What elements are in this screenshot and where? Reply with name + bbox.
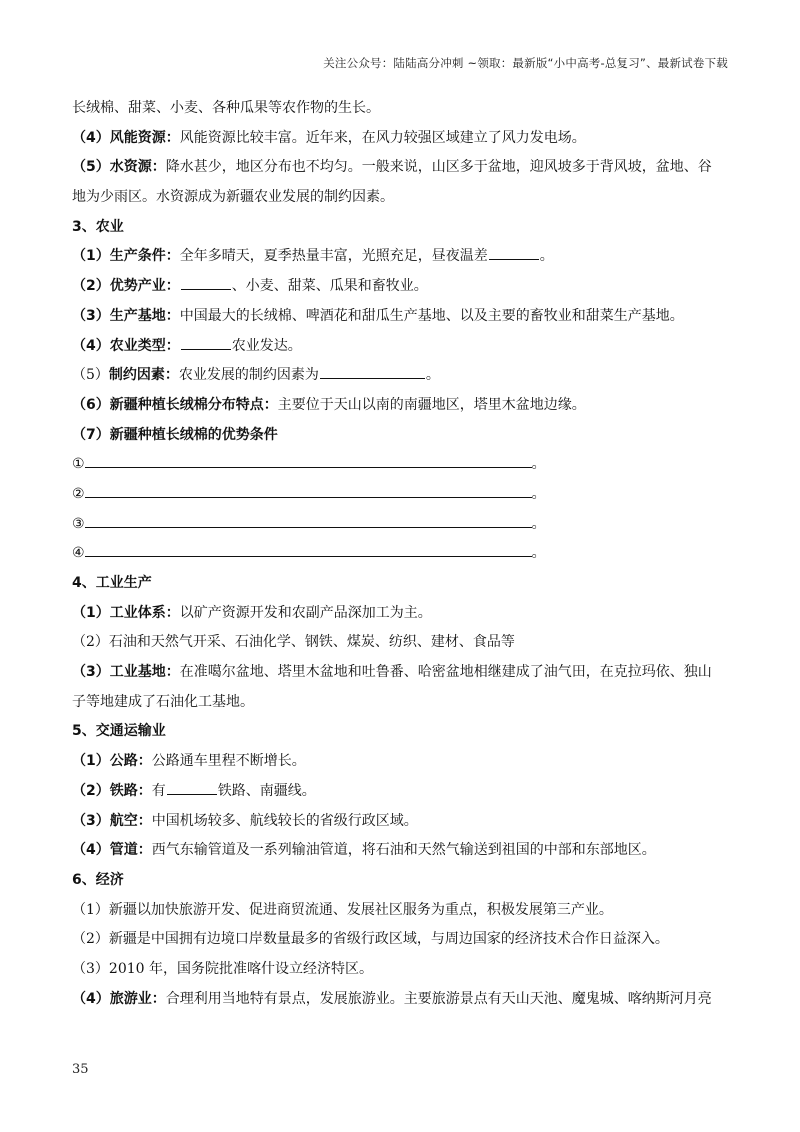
item-label: （3）生产基地： — [72, 307, 180, 324]
paragraph-text: （2）石油和天然气开采、石油化学、钢铁、煤炭、纺织、建材、食品等 — [72, 634, 515, 651]
punctuation: 。 — [425, 367, 440, 384]
paragraph-text: 地为少雨区。水资源成为新疆农业发展的制约因素。 — [72, 189, 394, 206]
item-text: 中国机场较多、航线较长的省级行政区域。 — [151, 812, 418, 829]
aviation-line — [72, 807, 732, 837]
item-text: 西气东输管道及一系列输油管道，将石油和天然气输送到祖国的中部和东部地区。 — [151, 842, 656, 859]
item-label: （1）公路： — [72, 753, 152, 770]
punctuation: 。 — [539, 248, 554, 265]
industry-system-line — [72, 599, 732, 629]
paragraph-text: （3）2010 年，国务院批准喀什设立经济特区。 — [72, 960, 373, 977]
cotton-distribution-line — [72, 391, 732, 421]
section-heading: 5、交通运输业 — [72, 723, 166, 740]
punctuation: 。 — [531, 515, 546, 532]
item-label: （4）管道： — [72, 842, 152, 859]
circled-number: ④ — [72, 545, 85, 562]
answer-blank[interactable] — [85, 451, 532, 468]
limiting-factor-line — [72, 361, 732, 391]
item-text: 公路通车里程不断增长。 — [151, 753, 306, 770]
item-label: （4）旅游业： — [72, 990, 166, 1007]
item-text: 风能资源比较丰富。近年来，在风力较强区域建立了风力发电场。 — [179, 129, 586, 146]
fill-blank[interactable] — [489, 243, 539, 260]
item-text: 铁路、南疆线。 — [217, 782, 316, 799]
item-text: 主要位于天山以南的南疆地区，塔里木盆地边缘。 — [277, 396, 586, 413]
paragraph-text: 长绒棉、甜菜、小麦、各种瓜果等农作物的生长。 — [72, 100, 380, 116]
answer-blank[interactable] — [85, 540, 532, 557]
text-line — [72, 688, 732, 718]
fill-blank[interactable] — [320, 362, 425, 379]
page-header: 关注公众号：陆陆高分冲刺 ~领取：最新版“小中高考-总复习”、最新试卷下载 — [323, 56, 728, 70]
punctuation: 。 — [531, 456, 546, 473]
text-line — [72, 896, 732, 926]
document-body — [72, 94, 732, 1014]
production-base-line — [72, 302, 732, 332]
wind-resource-line — [72, 124, 732, 154]
item-text: 合理利用当地特有景点，发展旅游业。主要旅游景点有天山天池、魔鬼城、喀纳斯河月亮 — [165, 990, 712, 1007]
text-line — [72, 955, 732, 985]
item-label: （3）航空： — [72, 812, 152, 829]
item-text: 有 — [151, 782, 166, 799]
item-text: 、小麦、甜菜、瓜果和畜牧业。 — [231, 278, 428, 295]
item-text: 全年多晴天，夏季热量丰富，光照充足，昼夜温差 — [179, 248, 488, 265]
item-text: 中国最大的长绒棉、啤酒花和甜瓜生产基地、以及主要的畜牧业和甜菜生产基地。 — [179, 307, 684, 324]
pipeline-line — [72, 836, 732, 866]
agriculture-type-line — [72, 332, 732, 362]
paragraph-text: （2）新疆是中国拥有边境口岸数量最多的省级行政区域，与周边国家的经济技术合作日益深入。 — [72, 931, 669, 948]
item-label: （4）风能资源： — [72, 129, 180, 146]
industry-base-line — [72, 658, 732, 688]
item-label: （1）工业体系： — [72, 604, 180, 621]
punctuation: 。 — [531, 485, 546, 502]
item-number: （5） — [72, 367, 109, 384]
item-text: 以矿产资源开发和农副产品深加工为主。 — [179, 604, 432, 621]
item-text: 降水甚少，地区分布也不均匀。一般来说，山区多于盆地，迎风坡多于背风坡，盆地、谷 — [165, 159, 712, 176]
item-label: （1）生产条件： — [72, 248, 180, 265]
cotton-advantage-heading: （7）新疆种植长绒棉的优势条件 — [72, 426, 278, 443]
item-label: 制约因素： — [108, 367, 179, 384]
road-line — [72, 747, 732, 777]
circled-number: ① — [72, 456, 85, 473]
section-heading: 6、经济 — [72, 871, 124, 888]
fill-blank[interactable] — [181, 333, 231, 350]
fill-blank[interactable] — [167, 778, 217, 795]
circled-number: ③ — [72, 515, 85, 532]
railway-line — [72, 777, 732, 807]
item-text: 在准噶尔盆地、塔里木盆地和吐鲁番、哈密盆地相继建成了油气田，在克拉玛依、独山 — [179, 664, 712, 681]
item-label: （4）农业类型： — [72, 337, 180, 354]
production-conditions-line — [72, 242, 732, 272]
section-heading: 4、工业生产 — [72, 575, 152, 591]
answer-line-1 — [72, 450, 732, 480]
advantage-industry-line — [72, 272, 732, 302]
item-label: （6）新疆种植长绒棉分布特点： — [72, 396, 278, 413]
answer-line-4 — [72, 539, 732, 569]
item-text: 农业发达。 — [231, 337, 302, 354]
text-line — [72, 183, 732, 213]
fill-blank[interactable] — [181, 273, 231, 290]
item-label: （2）优势产业： — [72, 278, 180, 295]
text-line — [72, 925, 732, 955]
answer-blank[interactable] — [85, 481, 532, 498]
section-heading: 3、农业 — [72, 218, 124, 235]
water-resource-line — [72, 153, 732, 183]
item-label: （5）水资源： — [72, 159, 166, 176]
punctuation: 。 — [531, 545, 546, 562]
answer-blank[interactable] — [85, 511, 532, 528]
item-label: （2）铁路： — [72, 782, 152, 799]
paragraph-text: （1）新疆以加快旅游开发、促进商贸流通、发展社区服务为重点，积极发展第三产业。 — [72, 901, 613, 918]
circled-number: ② — [72, 485, 85, 502]
tourism-line — [72, 985, 732, 1015]
item-label: （3）工业基地： — [72, 664, 180, 681]
text-line — [72, 94, 732, 124]
answer-line-2 — [72, 480, 732, 510]
answer-line-3 — [72, 510, 732, 540]
text-line — [72, 628, 732, 658]
page-number: 35 — [72, 1062, 89, 1077]
paragraph-text: 子等地建成了石油化工基地。 — [72, 693, 254, 710]
item-text: 农业发展的制约因素为 — [178, 367, 319, 384]
